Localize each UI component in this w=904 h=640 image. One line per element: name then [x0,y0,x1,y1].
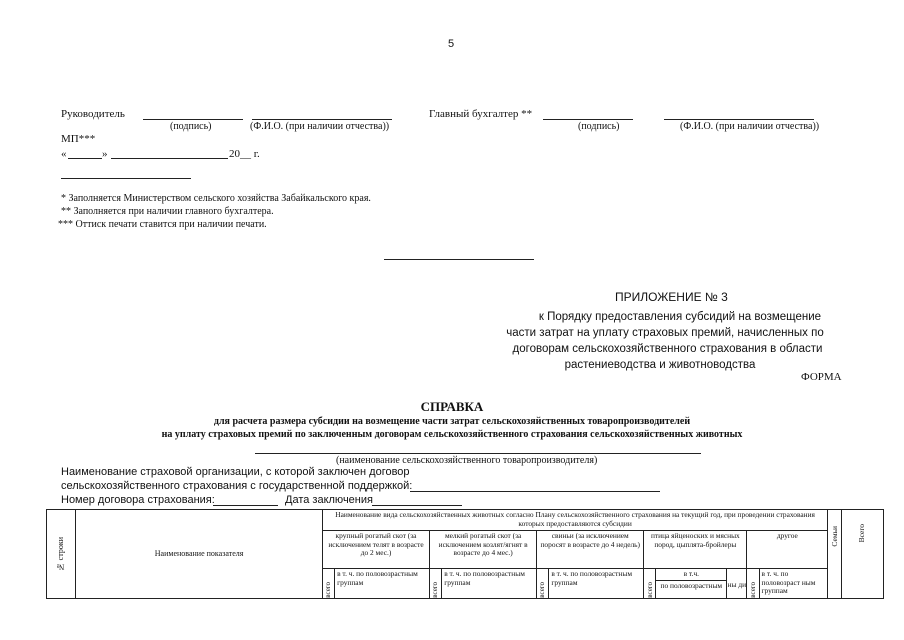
pigs-by-age: в т. ч. по половозрастным группам [549,569,644,599]
footnote-separator [61,178,191,179]
certificate-subtitle-2: на уплату страховых премий по заключенным договорам сельскохозяйственного страхования сельскохозяйственных животных [161,429,743,440]
poultry-total: всего [645,582,654,598]
certificate-title: СПРАВКА [420,399,484,414]
group-small-cattle: мелкий рогатый скот (за исключением козлят/ягнят в возрасте до 4 мес.) [430,531,537,569]
total-header-cell [842,510,884,599]
families-header: Семьи [829,526,839,547]
group-other: другое [747,531,828,569]
chief-accountant-name-line[interactable] [664,119,814,120]
contract-date-label: Дата заключения [285,494,373,506]
poultry-fragment: ны ди [727,569,747,599]
poultry-incl: в т.ч. [656,569,726,581]
head-name-hint: (Ф.И.О. (при наличии отчества)) [250,121,390,132]
appendix-text [480,309,830,373]
other-by-age: в т. ч. по половозраст ным группам [759,569,828,599]
small-cattle-by-age: в т. ч. по половозрастным группам [442,569,537,599]
appendix-line-1: к Порядку предоставления субсидий на возмещение [538,311,822,323]
families-header-cell [828,510,842,599]
other-total-cell [747,569,759,599]
poultry-by-age: по половозрастным [660,580,723,590]
section-divider [384,259,534,260]
group-pigs: свиньи (за исключением поросят в возрасте до 4 недель) [537,531,644,569]
pigs-total: всего [538,582,547,598]
row-number-header: № строки [55,536,65,572]
date-month-line[interactable] [111,158,228,159]
indicator-header: Наименование показателя [76,510,323,599]
total-header: Всего [857,524,867,543]
head-signature-hint: (подпись) [170,121,212,132]
insurer-label-2: сельскохозяйственного страхования с государственной поддержкой: [61,480,413,492]
small-cattle-total-cell [430,569,442,599]
chief-accountant-signature-hint: (подпись) [578,121,620,132]
contract-date-line[interactable] [372,505,462,506]
page-number: 5 [448,38,455,50]
head-signature-line[interactable] [143,119,243,120]
poultry-total-cell [644,569,656,599]
row-number-header-cell [47,510,76,599]
form-label: ФОРМА [801,371,842,383]
producer-name-line[interactable] [255,453,701,454]
footnote-3: *** Оттиск печати ставится при наличии печати. [58,219,267,230]
group-cattle: крупный рогатый скот (за исключением телят в возрасте до 2 мес.) [322,531,429,569]
insurer-name-line[interactable] [410,491,660,492]
group-poultry: птица яйценоских и мясных пород, цыплята-бройлеры [644,531,747,569]
appendix-line-2: части затрат на уплату страховых премий, начисленных по [506,327,824,339]
cattle-total-cell [322,569,334,599]
certificate-subtitle-1: для расчета размера субсидии на возмещение части затрат сельскохозяйственных товаропроизводителей [213,416,691,427]
date-open-quote: « [61,148,67,160]
date-year: 20__ г. [229,148,260,160]
head-name-line[interactable] [252,119,392,120]
subsidy-table [46,509,884,599]
poultry-incl-cell [656,569,727,599]
footnote-1: * Заполняется Министерством сельского хозяйства Забайкальского края. [61,193,371,204]
producer-name-hint: (наименование сельскохозяйственного товаропроизводителя) [336,455,598,466]
chief-accountant-signature-line[interactable] [543,119,633,120]
contract-number-line[interactable] [213,505,278,506]
seal-label: МП*** [61,133,96,145]
cattle-total: всего [324,582,333,598]
footnote-2: ** Заполняется при наличии главного бухгалтера. [61,206,274,217]
appendix-line-3: договорам сельскохозяйственного страхования в области [512,343,823,355]
chief-accountant-label: Главный бухгалтер ** [429,108,533,120]
date-day-line[interactable] [68,158,102,159]
chief-accountant-name-hint: (Ф.И.О. (при наличии отчества)) [680,121,820,132]
other-total: всего [748,582,757,598]
date-close-quote: » [102,148,108,160]
pigs-total-cell [537,569,549,599]
head-label: Руководитель [61,108,125,120]
cattle-by-age: в т. ч. по половозрастным группам [335,569,430,599]
contract-number-label: Номер договора страхования: [61,494,215,506]
appendix-line-4: растениеводства и животноводства [564,359,756,371]
insurer-label-1: Наименование страховой организации, с которой заключен договор [61,466,410,478]
group-header: Наименование вида сельскохозяйственных животных согласно Плану сельскохозяйственного страхования на текущий год, при проведении страхования которых предоставляются субсидии [322,510,827,531]
appendix-title: ПРИЛОЖЕНИЕ № 3 [615,290,728,304]
small-cattle-total: всего [431,582,440,598]
